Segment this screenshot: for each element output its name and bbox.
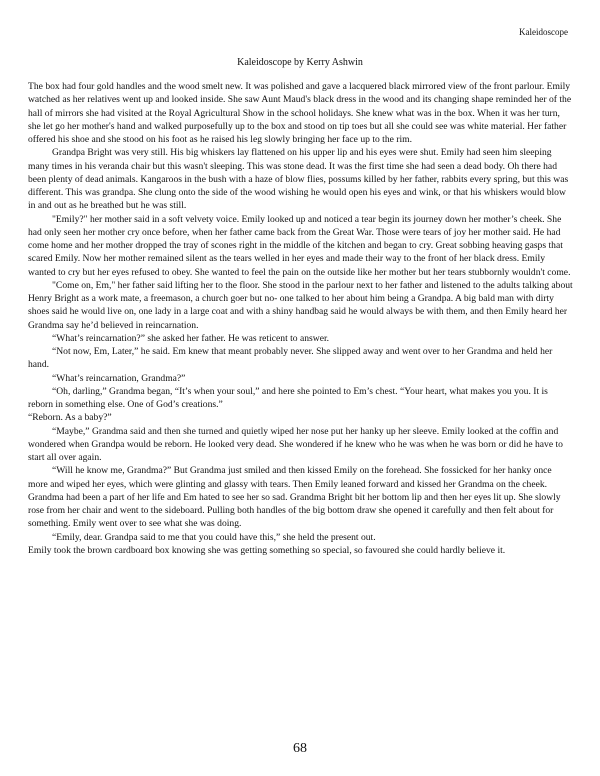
paragraph: “Will he know me, Grandma?” But Grandma just smiled and then kissed Emily on the forehead. She fossicked for her hanky once more and wiped her eyes, which were glinting and glassy with tears. Then Emily leaned forward and kissed her Grandma on the cheek. Grandma had been a part of her life and Em hated to see her so sad. Grandma Bright bit her bottom lip and then her eyes lit up. She slowly rose from her chair and went to the sideboard. Pulling both handles of the big bottom draw she opened it carefully and then felt about for something. Emily went over to see what she was doing. <box>28 465 561 530</box>
story-body <box>28 80 573 557</box>
paragraph: “Reborn. As a baby?” <box>28 412 112 424</box>
paragraph: “What’s reincarnation?” she asked her father. He was reticent to answer. <box>52 332 330 344</box>
paragraph: Emily took the brown cardboard box knowing she was getting something so special, so favoured she could hardly believe it. <box>28 544 506 556</box>
paragraph: The box had four gold handles and the wood smelt new. It was polished and gave a lacquered black mirrored view of the front parlour. Emily watched as her relatives went up and looked inside. She saw Aunt Maud's black dress in the wood and its changing shape reminded her of the hall of mirrors she had visited at the Royal Agricultural Show in the school holidays. She knew what was in the box. When it was her turn, she let go her mother's hand and walked purposefully up to the box and stood on tip toes but all she could see was white material. Her father offered his shoe and she stood on his foot as he raised his leg slowly bringing her face up to the rim. <box>28 81 572 145</box>
paragraph: “Maybe,” Grandma said and then she turned and quietly wiped her nose put her hanky up her sleeve. Emily looked at the coffin and wondered when Grandpa would be reborn. He looked very dead. She wondered if he knew who he was when he was born or did he have to start all over again. <box>28 425 563 463</box>
running-head: Kaleidoscope <box>519 27 568 37</box>
paragraph: “Oh, darling,” Grandma began, “It’s when your soul,” and here she pointed to Em’s chest. “Your heart, what makes you you. It is reborn in something else. One of God’s creations.” <box>28 385 548 410</box>
paragraph: “What’s reincarnation, Grandma?” <box>52 372 186 384</box>
paragraph: “Emily, dear. Grandpa said to me that you could have this,” she held the present out. <box>52 531 376 543</box>
paragraph: "Come on, Em," her father said lifting her to the floor. She stood in the parlour next to her father and listened to the adults talking about Henry Bright as a work mate, a freemason, a church goer but no- one talked to her about him being a Grandpa. A big bald man with dirty shoes said he would live on, one lady in a large coat and with a shiny handbag said he would always be with them, and then Emily heard her Grandma say he’d believed in reincarnation. <box>28 279 573 331</box>
page-number: 68 <box>293 741 307 756</box>
paragraph: “Not now, Em, Later,” he said. Em knew that meant probably never. She slipped away and went over to her Grandma and held her hand. <box>28 346 553 371</box>
story-title: Kaleidoscope by Kerry Ashwin <box>237 57 363 68</box>
paragraph: Grandpa Bright was very still. His big whiskers lay flattened on his upper lip and his eyes were shut. Emily had seen him sleeping many times in his veranda chair but this wasn't sleeping. This was stone dead. It was the first time she had seen a dead body. Oh there had been plenty of dead animals. Kangaroos in the bush with a haze of blow flies, possums killed by her father, rabbits every spring, but this was different. This was grandpa. She clung onto the side of the wood wishing he would open his eyes and wink, or that his whiskers would blow in and out as he breathed but he was still. <box>28 147 569 212</box>
paragraph: "Emily?" her mother said in a soft velvety voice. Emily looked up and noticed a tear begin its journey down her mother’s cheek. She had only seen her mother cry once before, when her father came back from the Great War. Those were tears of joy her mother said. He had come home and her mother dropped the tray of scones right in the middle of the kitchen and began to cry. Great sobbing heaving gasps that scared Emily. Now her mother remained silent as the tears welled in her eyes and made their way to the front of her black dress. Emily wanted to cry but her eyes refused to obey. She wanted to feel the pain on the outside like her mother but her tears stubbornly wouldn't come. <box>28 213 571 278</box>
